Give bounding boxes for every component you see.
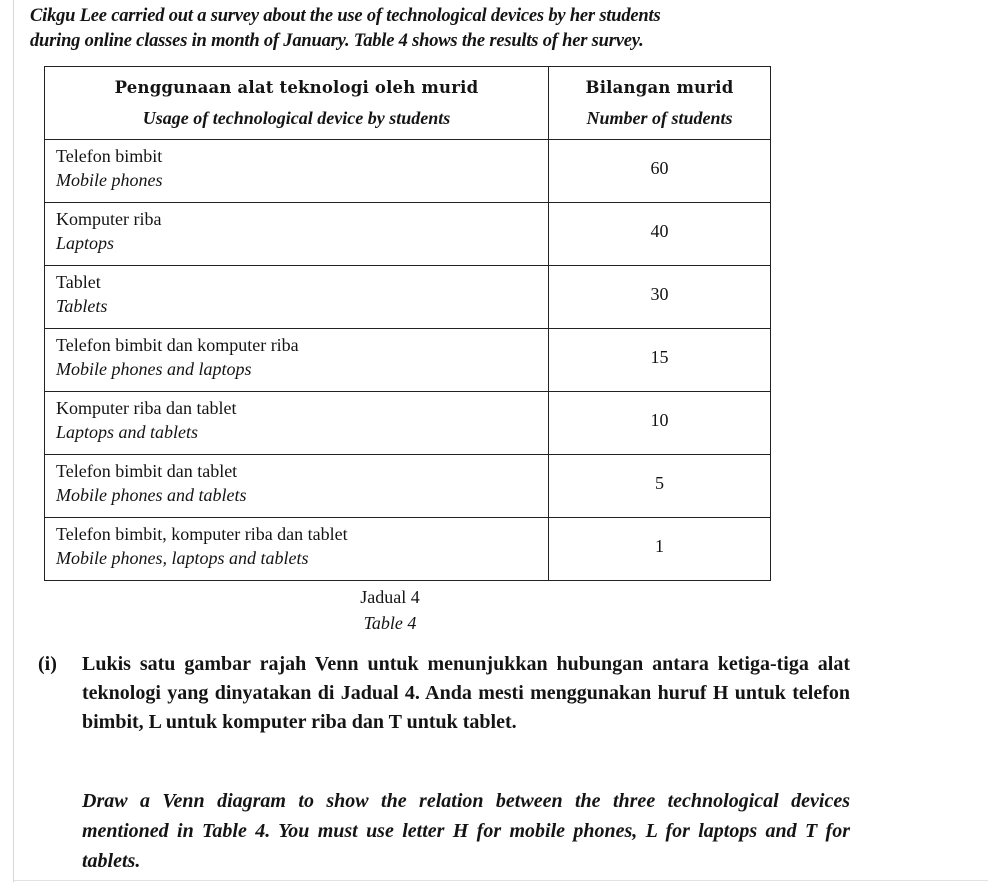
row-label-en: Tablets <box>56 296 108 316</box>
row-label-ms: Telefon bimbit <box>56 146 163 166</box>
row-label-en: Mobile phones <box>56 170 163 190</box>
table-row <box>45 266 771 329</box>
row-label <box>45 518 549 581</box>
table-row <box>45 518 771 581</box>
row-label-en: Laptops and tablets <box>56 422 199 442</box>
row-label-ms: Telefon bimbit dan komputer riba <box>56 335 299 355</box>
header-usage-en: Usage of technological device by students <box>142 108 451 128</box>
row-value: 40 <box>549 203 771 266</box>
intro-line-1: Cikgu Lee carried out a survey about the use of technological devices by her students <box>30 6 661 26</box>
table-row <box>45 203 771 266</box>
table-row <box>45 455 771 518</box>
table-row <box>45 329 771 392</box>
header-count <box>549 67 771 140</box>
intro-paragraph <box>30 4 820 54</box>
survey-table <box>44 66 771 581</box>
question-number: (i) <box>38 653 57 675</box>
question-text-en: Draw a Venn diagram to show the relation between the three technological devices mentioned in Table 4. You must use letter H for mobile phones, L for laptops and T for tablets. <box>82 790 850 872</box>
question-text-ms: Lukis satu gambar rajah Venn untuk menunjukkan hubungan antara ketiga-tiga alat teknologi yang dinyatakan di Jadual 4. Anda mesti menggunakan huruf H untuk telefon bimbit, L untuk komputer riba dan T untuk tablet. <box>82 653 850 733</box>
table-caption-en: Table 4 <box>363 613 417 633</box>
table-caption <box>290 584 490 636</box>
header-count-ms: Bilangan murid <box>585 78 734 97</box>
row-label-ms: Komputer riba <box>56 209 162 229</box>
row-label <box>45 140 549 203</box>
row-label <box>45 203 549 266</box>
row-label-ms: Tablet <box>56 272 101 292</box>
row-value: 1 <box>549 518 771 581</box>
bottom-rule <box>14 880 988 881</box>
row-label-en: Mobile phones, laptops and tablets <box>56 548 309 568</box>
row-label <box>45 455 549 518</box>
header-usage-ms: Penggunaan alat teknologi oleh murid <box>114 78 479 97</box>
row-value: 30 <box>549 266 771 329</box>
row-value: 5 <box>549 455 771 518</box>
row-label-ms: Telefon bimbit, komputer riba dan tablet <box>56 524 348 544</box>
row-label <box>45 392 549 455</box>
row-value: 10 <box>549 392 771 455</box>
row-label-en: Laptops <box>56 233 115 253</box>
table-row <box>45 140 771 203</box>
row-label <box>45 266 549 329</box>
row-label-en: Mobile phones and tablets <box>56 485 247 505</box>
intro-line-2: during online classes in month of January. Table 4 shows the results of her survey. <box>30 31 644 51</box>
row-label <box>45 329 549 392</box>
table-caption-ms: Jadual 4 <box>360 587 420 607</box>
table-header-row <box>45 67 771 140</box>
header-usage <box>45 67 549 140</box>
header-count-en: Number of students <box>586 108 733 128</box>
row-label-ms: Telefon bimbit dan tablet <box>56 461 238 481</box>
row-value: 60 <box>549 140 771 203</box>
row-label-ms: Komputer riba dan tablet <box>56 398 237 418</box>
row-value: 15 <box>549 329 771 392</box>
table-row <box>45 392 771 455</box>
row-label-en: Mobile phones and laptops <box>56 359 252 379</box>
left-margin-rule <box>13 0 14 882</box>
